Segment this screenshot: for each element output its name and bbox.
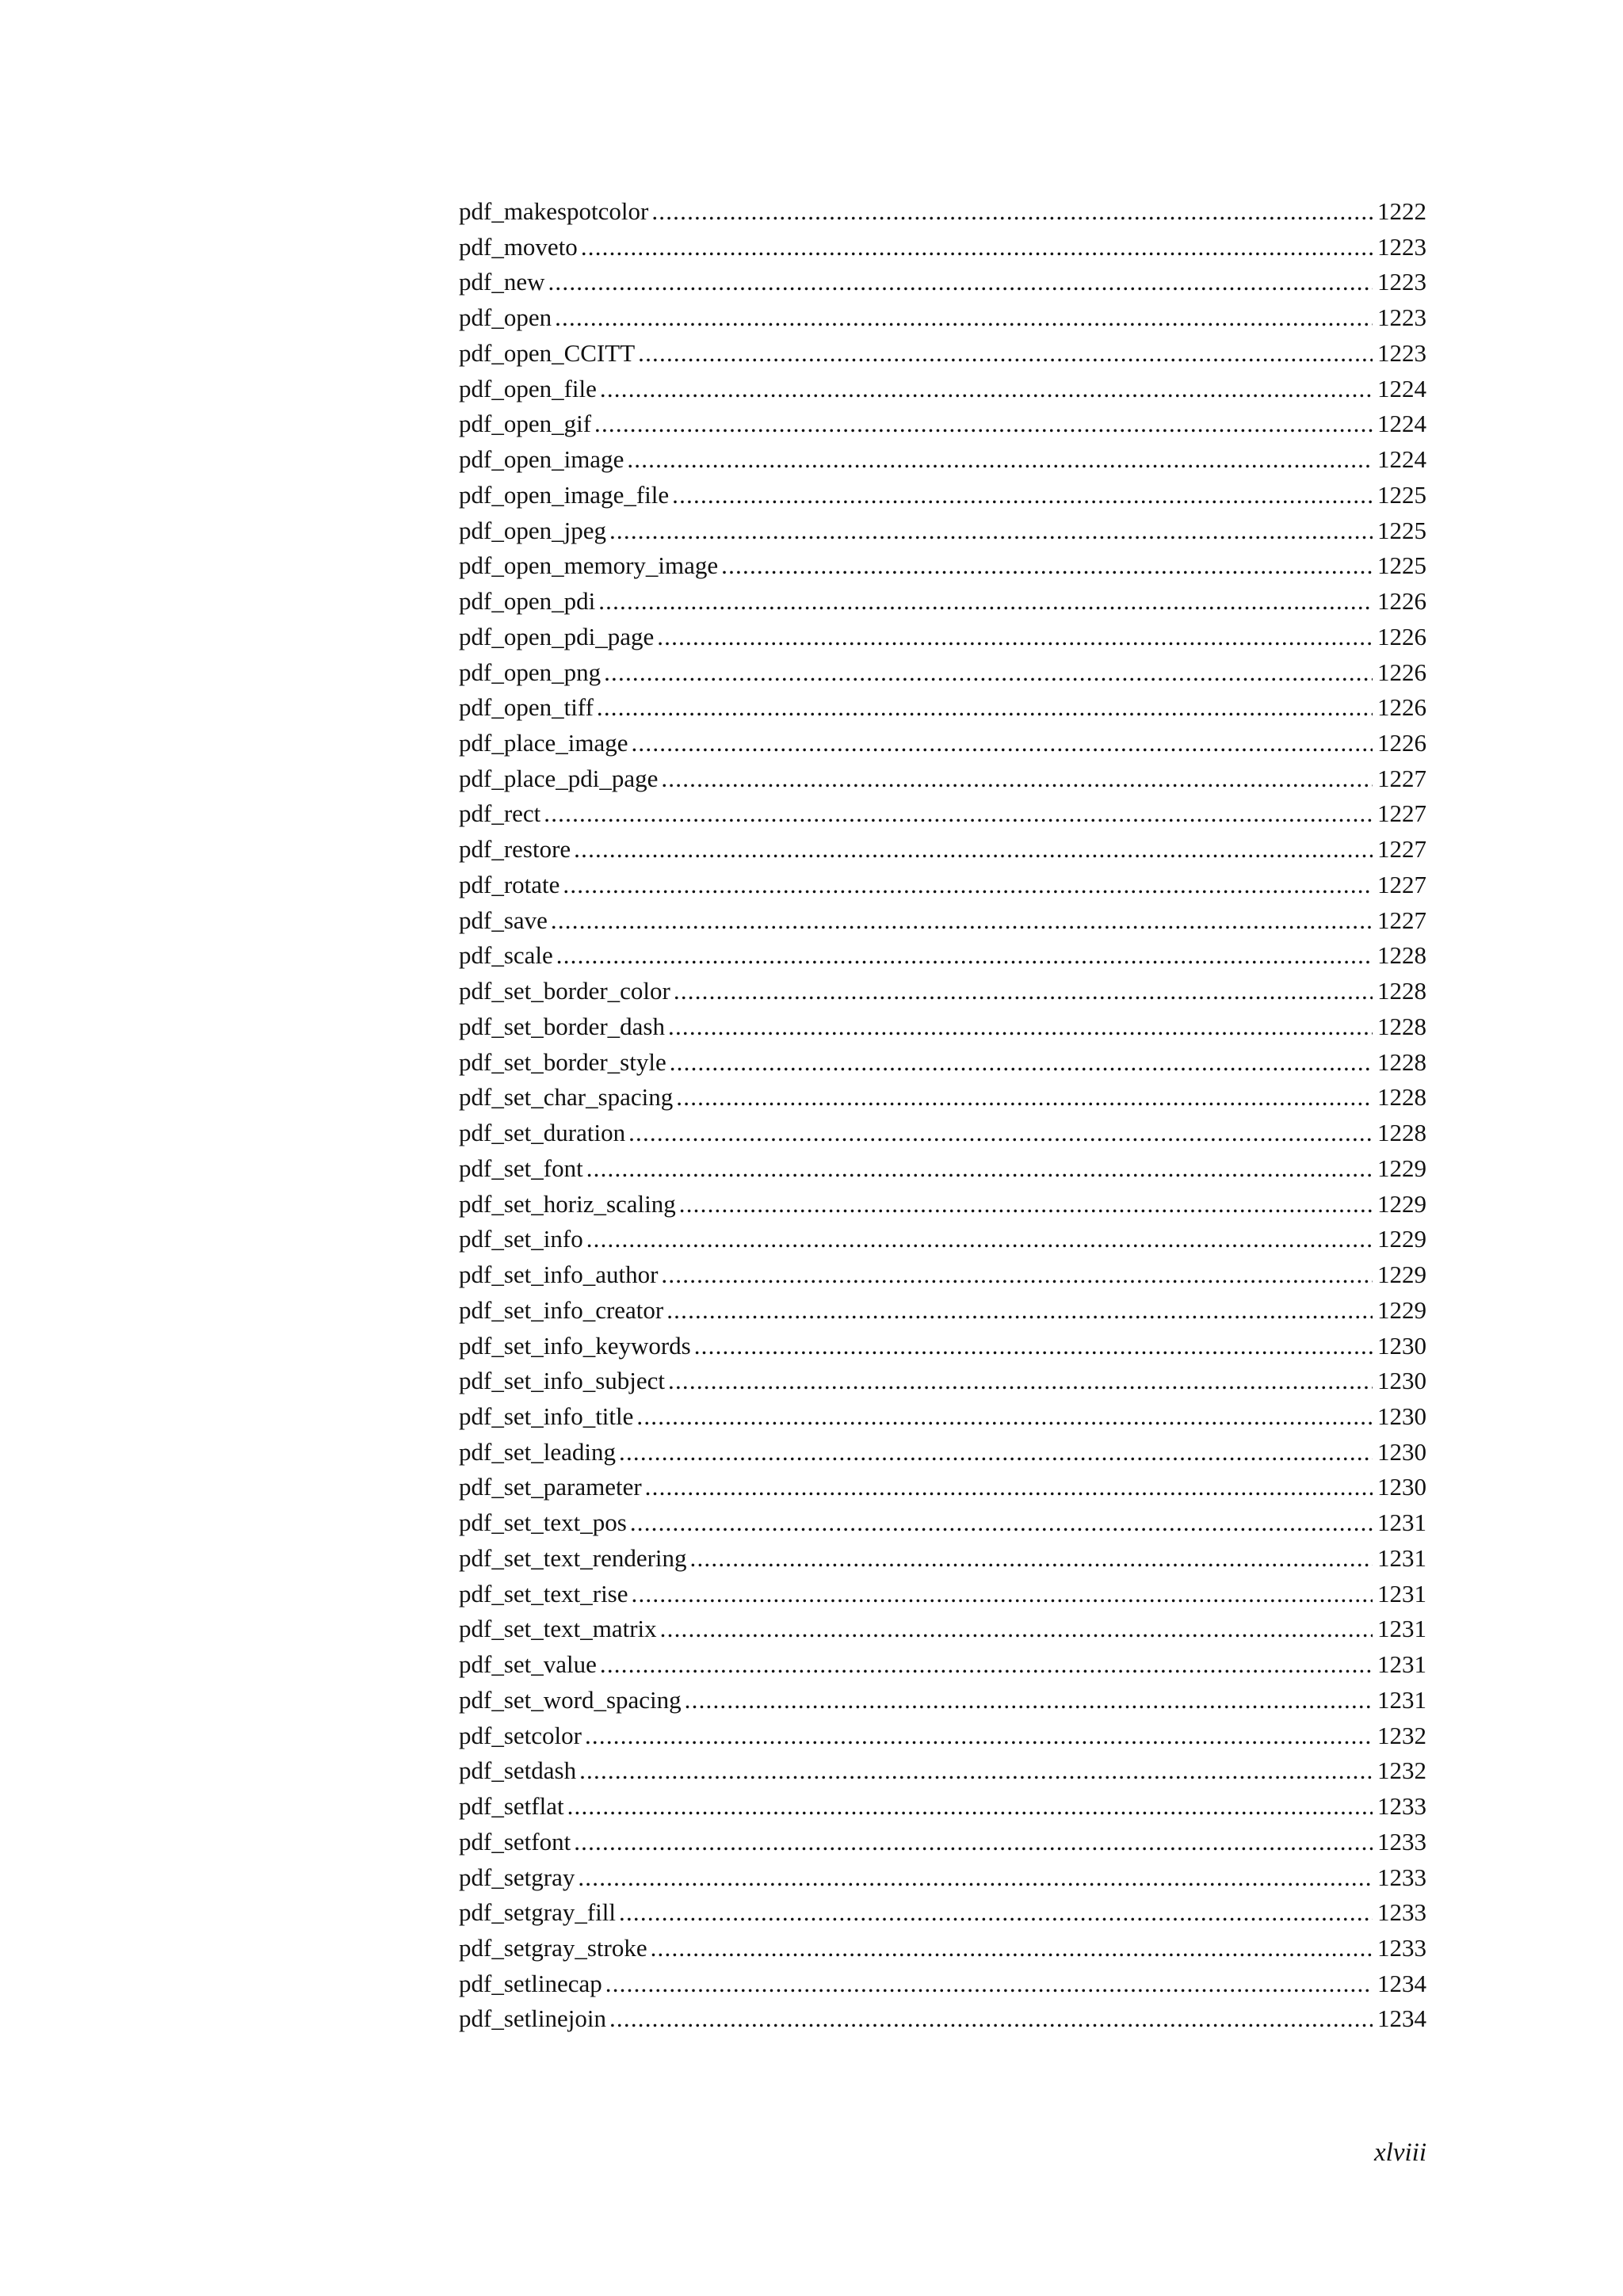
dot-leader [594, 406, 1373, 442]
toc-entry[interactable] [459, 1825, 1426, 1860]
toc-entry[interactable] [459, 796, 1426, 832]
toc-entry-name: pdf_set_parameter [459, 1473, 642, 1501]
toc-entry-page: 1222 [1377, 197, 1426, 225]
dot-leader [694, 1329, 1373, 1364]
toc-entry-name: pdf_open_pdi_page [459, 622, 655, 650]
toc-entry-page: 1228 [1377, 977, 1426, 1005]
toc-entry[interactable] [459, 1151, 1426, 1187]
dot-leader [645, 1470, 1373, 1505]
dot-leader [609, 2001, 1373, 2037]
toc-entry-name: pdf_moveto [459, 232, 578, 261]
toc-entry-name: pdf_rotate [459, 870, 560, 898]
toc-entry-name: pdf_set_font [459, 1154, 583, 1182]
dot-leader [657, 620, 1373, 655]
toc-entry-page: 1227 [1377, 906, 1426, 934]
toc-entry[interactable] [459, 1187, 1426, 1222]
toc-entry-name: pdf_place_pdi_page [459, 764, 659, 792]
toc-entry[interactable] [459, 1895, 1426, 1931]
dot-leader [636, 1399, 1373, 1435]
toc-entry-page: 1231 [1377, 1579, 1426, 1608]
dot-leader [666, 1293, 1373, 1329]
toc-entry-name: pdf_place_image [459, 729, 628, 757]
dot-leader [672, 478, 1373, 513]
toc-entry-page: 1224 [1377, 445, 1426, 474]
toc-entry-name: pdf_setlinejoin [459, 2004, 606, 2033]
dot-leader [586, 1151, 1373, 1187]
toc-entry-name: pdf_set_duration [459, 1119, 626, 1147]
toc-entry-name: pdf_set_text_rise [459, 1579, 628, 1608]
toc-entry-page: 1233 [1377, 1933, 1426, 1962]
dot-leader [651, 1931, 1373, 1966]
dot-leader [597, 690, 1373, 726]
toc-entry[interactable] [459, 1505, 1426, 1541]
dot-leader [600, 372, 1373, 407]
toc-entry-name: pdf_restore [459, 835, 571, 864]
dot-leader [556, 938, 1373, 974]
toc-entry-page: 1232 [1377, 1721, 1426, 1749]
dot-leader [651, 194, 1373, 230]
toc-entry-name: pdf_open_CCITT [459, 338, 636, 367]
toc-entry[interactable] [459, 194, 1426, 230]
toc-entry-page: 1231 [1377, 1508, 1426, 1537]
dot-leader [676, 1080, 1373, 1116]
toc-entry-page: 1223 [1377, 268, 1426, 296]
toc-entry-page: 1231 [1377, 1615, 1426, 1643]
toc-entry-page: 1230 [1377, 1367, 1426, 1395]
toc-entry-page: 1223 [1377, 338, 1426, 367]
toc-entry-page: 1225 [1377, 480, 1426, 509]
toc-entry[interactable] [459, 868, 1426, 903]
toc-entry-page: 1234 [1377, 1969, 1426, 1997]
toc-entry-name: pdf_set_border_color [459, 977, 670, 1005]
toc-entry[interactable] [459, 2001, 1426, 2037]
toc-entry-page: 1225 [1377, 551, 1426, 580]
dot-leader [685, 1683, 1373, 1718]
toc-entry-page: 1229 [1377, 1154, 1426, 1182]
toc-entry-name: pdf_set_info_subject [459, 1367, 666, 1395]
toc-entry-name: pdf_set_info_title [459, 1402, 634, 1430]
table-of-contents [459, 194, 1426, 2037]
dot-leader [619, 1435, 1373, 1470]
toc-entry-page: 1228 [1377, 1047, 1426, 1076]
dot-leader [661, 1257, 1373, 1293]
toc-entry-name: pdf_save [459, 906, 548, 934]
toc-entry[interactable] [459, 406, 1426, 442]
dot-leader [609, 513, 1373, 549]
dot-leader [619, 1895, 1373, 1931]
toc-entry[interactable] [459, 1753, 1426, 1789]
toc-entry-name: pdf_setcolor [459, 1721, 582, 1749]
toc-entry-page: 1231 [1377, 1685, 1426, 1714]
dot-leader [585, 1718, 1373, 1754]
toc-entry[interactable] [459, 1966, 1426, 2002]
toc-entry[interactable] [459, 1541, 1426, 1577]
toc-entry-name: pdf_set_word_spacing [459, 1685, 682, 1714]
dot-leader [574, 1825, 1373, 1860]
toc-entry-page: 1233 [1377, 1898, 1426, 1927]
toc-entry-name: pdf_open_gif [459, 410, 592, 438]
toc-entry-name: pdf_open_pdi [459, 587, 596, 616]
toc-entry[interactable] [459, 690, 1426, 726]
toc-entry-page: 1226 [1377, 587, 1426, 616]
toc-entry[interactable] [459, 1363, 1426, 1399]
dot-leader [544, 796, 1373, 832]
toc-entry-page: 1227 [1377, 835, 1426, 864]
toc-entry[interactable] [459, 620, 1426, 655]
toc-entry-name: pdf_set_info_creator [459, 1295, 664, 1324]
toc-entry-page: 1230 [1377, 1331, 1426, 1360]
toc-entry-page: 1226 [1377, 622, 1426, 650]
toc-entry[interactable] [459, 1931, 1426, 1966]
toc-entry[interactable] [459, 1435, 1426, 1470]
toc-entry-page: 1231 [1377, 1543, 1426, 1572]
toc-entry[interactable] [459, 903, 1426, 939]
toc-entry-name: pdf_setgray_stroke [459, 1933, 647, 1962]
toc-entry-name: pdf_open [459, 303, 552, 332]
toc-entry[interactable] [459, 372, 1426, 407]
toc-entry-page: 1230 [1377, 1437, 1426, 1466]
toc-entry-page: 1226 [1377, 693, 1426, 722]
toc-entry-page: 1224 [1377, 374, 1426, 402]
toc-entry[interactable] [459, 1789, 1426, 1825]
page-number: xlviii [1374, 2138, 1426, 2167]
toc-entry-name: pdf_open_memory_image [459, 551, 719, 580]
toc-entry[interactable] [459, 1718, 1426, 1754]
dot-leader [581, 230, 1373, 265]
toc-entry[interactable] [459, 832, 1426, 868]
dot-leader [721, 548, 1373, 584]
toc-entry[interactable] [459, 265, 1426, 300]
dot-leader [551, 903, 1373, 939]
toc-entry-name: pdf_open_image [459, 445, 624, 474]
dot-leader [574, 832, 1373, 868]
toc-entry-name: pdf_set_char_spacing [459, 1083, 674, 1112]
dot-leader [661, 761, 1373, 797]
toc-entry[interactable] [459, 442, 1426, 478]
dot-leader [668, 1363, 1373, 1399]
toc-entry[interactable] [459, 1470, 1426, 1505]
toc-entry-page: 1227 [1377, 870, 1426, 898]
toc-entry-name: pdf_scale [459, 941, 553, 970]
toc-entry-page: 1234 [1377, 2004, 1426, 2033]
toc-entry-name: pdf_set_info [459, 1225, 583, 1253]
toc-entry-name: pdf_open_png [459, 658, 601, 686]
dot-leader [586, 1222, 1373, 1257]
toc-entry[interactable] [459, 513, 1426, 549]
toc-entry[interactable] [459, 336, 1426, 372]
toc-entry-name: pdf_setgray_fill [459, 1898, 617, 1927]
toc-entry[interactable] [459, 1860, 1426, 1896]
toc-entry-name: pdf_open_jpeg [459, 516, 606, 544]
toc-entry[interactable] [459, 974, 1426, 1009]
dot-leader [632, 1577, 1373, 1612]
toc-entry-name: pdf_set_horiz_scaling [459, 1189, 676, 1218]
dot-leader [638, 336, 1373, 372]
toc-entry-name: pdf_set_text_matrix [459, 1615, 657, 1643]
toc-entry-page: 1228 [1377, 1012, 1426, 1040]
toc-entry-page: 1227 [1377, 799, 1426, 828]
toc-entry[interactable] [459, 300, 1426, 336]
dot-leader [668, 1009, 1373, 1045]
toc-entry-name: pdf_makespotcolor [459, 197, 649, 225]
toc-entry[interactable] [459, 478, 1426, 513]
toc-entry-page: 1229 [1377, 1225, 1426, 1253]
toc-entry-page: 1230 [1377, 1473, 1426, 1501]
toc-entry-page: 1223 [1377, 303, 1426, 332]
toc-entry-page: 1229 [1377, 1189, 1426, 1218]
toc-entry-name: pdf_set_leading [459, 1437, 617, 1466]
dot-leader [690, 1541, 1373, 1577]
toc-entry-page: 1230 [1377, 1402, 1426, 1430]
toc-entry-name: pdf_rect [459, 799, 541, 828]
toc-entry[interactable] [459, 1611, 1426, 1647]
toc-entry-page: 1231 [1377, 1650, 1426, 1679]
toc-entry-page: 1225 [1377, 516, 1426, 544]
dot-leader [631, 726, 1373, 761]
toc-entry-page: 1233 [1377, 1827, 1426, 1855]
toc-entry-name: pdf_open_image_file [459, 480, 670, 509]
toc-entry-page: 1223 [1377, 232, 1426, 261]
toc-entry[interactable] [459, 1329, 1426, 1364]
dot-leader [605, 1966, 1373, 2002]
toc-entry[interactable] [459, 655, 1426, 691]
toc-entry[interactable] [459, 230, 1426, 265]
toc-entry-page: 1228 [1377, 1119, 1426, 1147]
toc-entry-name: pdf_set_border_style [459, 1047, 666, 1076]
toc-entry-page: 1228 [1377, 941, 1426, 970]
toc-entry-name: pdf_setfont [459, 1827, 571, 1855]
dot-leader [598, 584, 1373, 620]
toc-entry-page: 1226 [1377, 729, 1426, 757]
toc-entry-page: 1227 [1377, 764, 1426, 792]
toc-entry-name: pdf_setgray [459, 1863, 575, 1891]
dot-leader [578, 1860, 1373, 1896]
toc-entry-page: 1226 [1377, 658, 1426, 686]
toc-entry[interactable] [459, 761, 1426, 797]
toc-entry[interactable] [459, 1116, 1426, 1151]
dot-leader [600, 1647, 1373, 1683]
toc-entry[interactable] [459, 1222, 1426, 1257]
dot-leader [630, 1505, 1373, 1541]
dot-leader [604, 655, 1373, 691]
toc-entry[interactable] [459, 1683, 1426, 1718]
dot-leader [660, 1611, 1373, 1647]
dot-leader [627, 442, 1373, 478]
toc-entry-page: 1233 [1377, 1792, 1426, 1821]
toc-entry[interactable] [459, 1293, 1426, 1329]
toc-entry-name: pdf_set_info_keywords [459, 1331, 691, 1360]
toc-entry[interactable] [459, 1577, 1426, 1612]
toc-entry-page: 1224 [1377, 410, 1426, 438]
toc-entry-name: pdf_set_border_dash [459, 1012, 665, 1040]
dot-leader [563, 868, 1373, 903]
toc-entry-name: pdf_setlinecap [459, 1969, 602, 1997]
toc-entry-page: 1229 [1377, 1261, 1426, 1289]
toc-entry-page: 1233 [1377, 1863, 1426, 1891]
toc-entry[interactable] [459, 548, 1426, 584]
toc-entry-name: pdf_set_info_author [459, 1261, 659, 1289]
toc-entry[interactable] [459, 1080, 1426, 1116]
toc-entry[interactable] [459, 1399, 1426, 1435]
dot-leader [628, 1116, 1373, 1151]
toc-entry-page: 1229 [1377, 1295, 1426, 1324]
toc-entry[interactable] [459, 1009, 1426, 1045]
toc-entry[interactable] [459, 1257, 1426, 1293]
toc-entry[interactable] [459, 584, 1426, 620]
dot-leader [674, 974, 1373, 1009]
dot-leader [579, 1753, 1373, 1789]
dot-leader [679, 1187, 1373, 1222]
toc-entry-name: pdf_setflat [459, 1792, 564, 1821]
toc-entry-name: pdf_set_value [459, 1650, 597, 1679]
dot-leader [548, 265, 1373, 300]
toc-entry-name: pdf_setdash [459, 1756, 577, 1785]
toc-entry-page: 1232 [1377, 1756, 1426, 1785]
dot-leader [567, 1789, 1373, 1825]
dot-leader [555, 300, 1373, 336]
toc-entry-name: pdf_new [459, 268, 545, 296]
toc-entry[interactable] [459, 726, 1426, 761]
dot-leader [670, 1045, 1373, 1081]
toc-entry[interactable] [459, 1045, 1426, 1081]
toc-entry-name: pdf_set_text_pos [459, 1508, 627, 1537]
toc-entry[interactable] [459, 1647, 1426, 1683]
toc-entry[interactable] [459, 938, 1426, 974]
toc-entry-name: pdf_set_text_rendering [459, 1543, 687, 1572]
toc-entry-page: 1228 [1377, 1083, 1426, 1112]
toc-entry-name: pdf_open_tiff [459, 693, 594, 722]
toc-entry-name: pdf_open_file [459, 374, 597, 402]
